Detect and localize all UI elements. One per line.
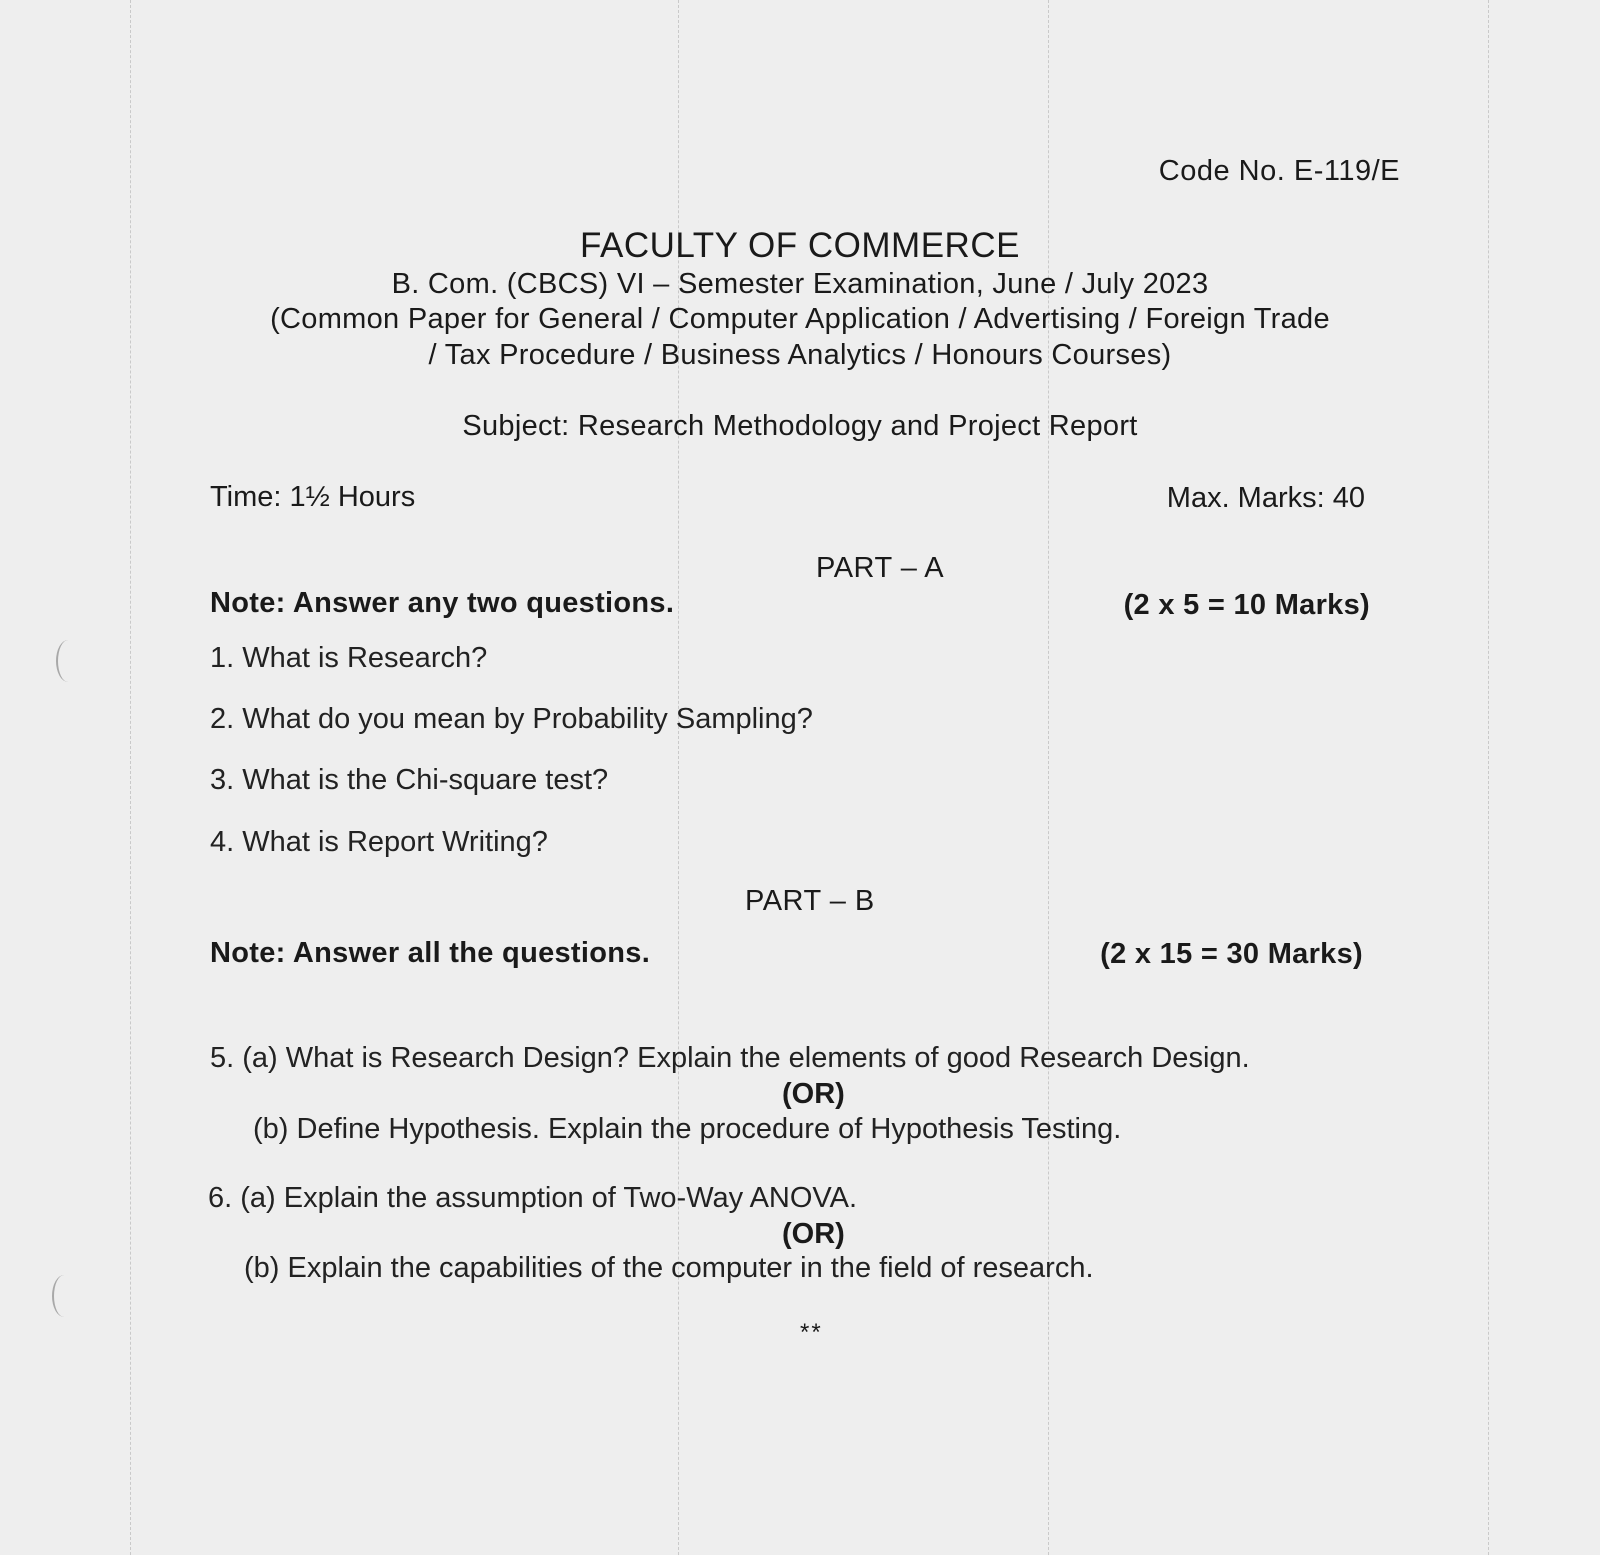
question-2: 2. What do you mean by Probability Sampling? xyxy=(210,703,813,735)
part-b-marks: (2 x 15 = 30 Marks) xyxy=(1100,938,1363,970)
question-6b: (b) Explain the capabilities of the computer in the field of research. xyxy=(244,1252,1094,1284)
punch-hole-mark xyxy=(52,1275,76,1317)
max-marks: Max. Marks: 40 xyxy=(1166,482,1365,514)
part-b-note: Note: Answer all the questions. xyxy=(210,937,651,969)
code-number: Code No. E-119/E xyxy=(1158,155,1400,187)
question-4: 4. What is Report Writing? xyxy=(210,826,548,858)
question-5b: (b) Define Hypothesis. Explain the procedure of Hypothesis Testing. xyxy=(253,1113,1122,1145)
part-b-heading: PART – B xyxy=(745,885,875,917)
punch-hole-mark xyxy=(56,640,80,682)
part-a-marks: (2 x 5 = 10 Marks) xyxy=(1123,589,1370,621)
faculty-title: FACULTY OF COMMERCE xyxy=(580,226,1020,265)
question-1: 1. What is Research? xyxy=(210,642,488,674)
subject-title: Subject: Research Methodology and Project Report xyxy=(462,410,1138,442)
time-duration: Time: 1½ Hours xyxy=(210,481,416,513)
exam-title: B. Com. (CBCS) VI – Semester Examination, June / July 2023 xyxy=(391,268,1209,300)
question-5a: 5. (a) What is Research Design? Explain the elements of good Research Design. xyxy=(210,1042,1250,1074)
question-3: 3. What is the Chi-square test? xyxy=(210,764,609,796)
question-6a: 6. (a) Explain the assumption of Two-Way ANOVA. xyxy=(208,1182,858,1214)
part-a-heading: PART – A xyxy=(816,552,945,584)
question-5-or: (OR) xyxy=(782,1078,845,1110)
courses-line-2: / Tax Procedure / Business Analytics / Honours Courses) xyxy=(428,339,1172,371)
part-a-note: Note: Answer any two questions. xyxy=(210,587,675,619)
courses-line-1: (Common Paper for General / Computer Application / Advertising / Foreign Trade xyxy=(270,303,1330,335)
end-of-paper-mark: ** xyxy=(800,1319,823,1346)
question-6-or: (OR) xyxy=(782,1218,845,1250)
